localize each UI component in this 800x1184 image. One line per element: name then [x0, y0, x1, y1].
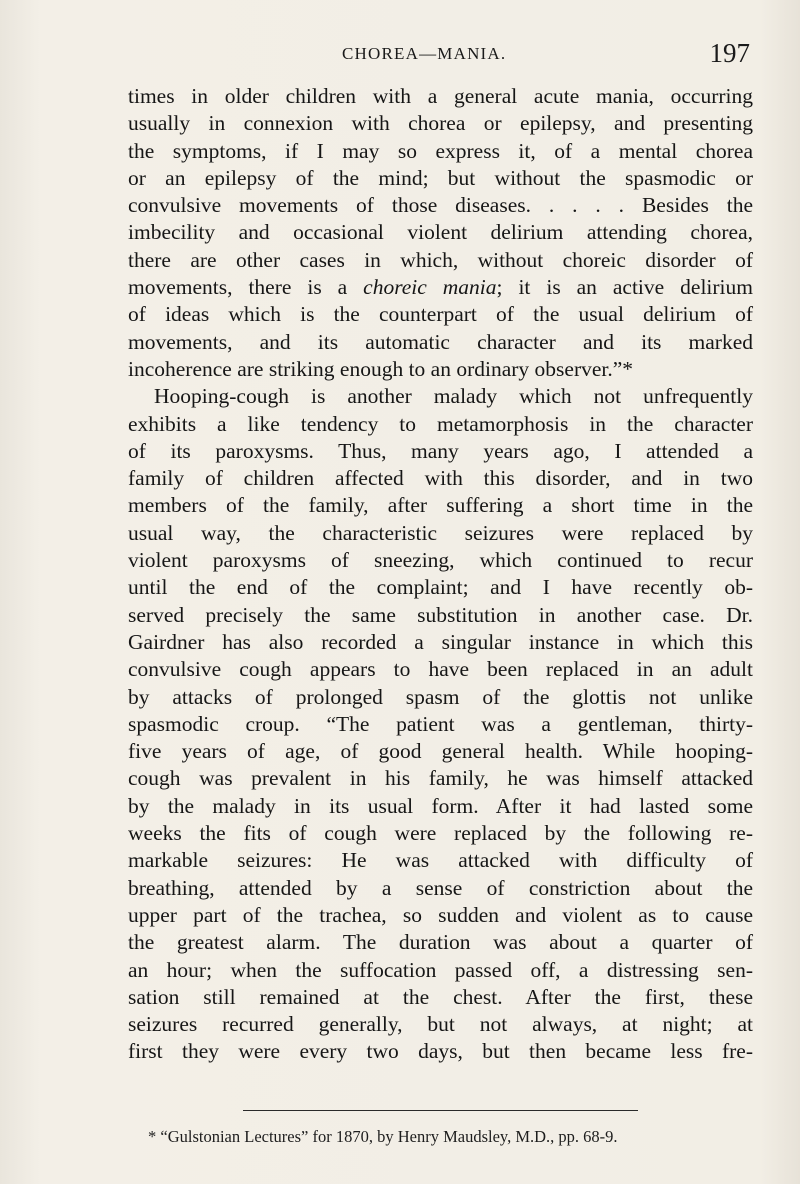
text-line: by attacks of prolonged spasm of the glottis not unlike [128, 684, 753, 709]
text-line [128, 274, 753, 301]
text-line: Hooping-cough is another malady which not unfrequently [154, 384, 753, 409]
text-fragment: ; it is an active delirium [496, 275, 753, 300]
text-line: usual way, the characteristic seizures were replaced by [128, 520, 753, 545]
text-line: first they were every two days, but then became less fre- [128, 1039, 753, 1064]
text-line: movements, and its automatic character and its marked [128, 329, 753, 354]
text-line: of its paroxysms. Thus, many years ago, I attended a [128, 438, 753, 463]
text-line: convulsive cough appears to have been replaced in an adult [128, 657, 753, 682]
page-header [0, 40, 800, 72]
text-line: family of children affected with this disorder, and in two [128, 466, 753, 491]
text-line: times in older children with a general acute mania, occurring [128, 84, 753, 108]
text-line: violent paroxysms of sneezing, which continued to recur [128, 548, 753, 573]
footnote: * “Gulstonian Lectures” for 1870, by Henry Maudsley, M.D., pp. 68-9. [148, 1127, 618, 1146]
text-line: Gairdner has also recorded a singular instance in which this [128, 629, 753, 654]
text-line: usually in connexion with chorea or epilepsy, and presenting [128, 111, 753, 136]
text-line: markable seizures: He was attacked with difficulty of [128, 848, 753, 873]
body-text [128, 83, 753, 1066]
text-fragment: movements, there is a [128, 275, 364, 300]
text-line: spasmodic croup. “The patient was a gentleman, thirty- [128, 711, 753, 736]
text-line: sation still remained at the chest. After the first, these [128, 984, 753, 1009]
text-line: exhibits a like tendency to metamorphosis in the character [128, 411, 753, 436]
text-line: by the malady in its usual form. After it had lasted some [128, 793, 753, 818]
text-line: an hour; when the suffocation passed off, a distressing sen- [128, 957, 753, 982]
text-line: served precisely the same substitution in another case. Dr. [128, 602, 753, 627]
text-line: or an epilepsy of the mind; but without the spasmodic or [128, 165, 753, 190]
text-line: members of the family, after suffering a short time in the [128, 493, 753, 518]
text-line: breathing, attended by a sense of constriction about the [128, 875, 753, 900]
text-line: imbecility and occasional violent delirium attending chorea, [128, 220, 753, 245]
running-title: CHOREA—MANIA. [342, 44, 507, 63]
text-line: of ideas which is the counterpart of the usual delirium of [128, 302, 753, 327]
text-line: the greatest alarm. The duration was about a quarter of [128, 930, 753, 955]
text-line: there are other cases in which, without choreic disorder of [128, 247, 753, 272]
footnote-rule [243, 1110, 638, 1111]
text-line: upper part of the trachea, so sudden and violent as to cause [128, 902, 753, 927]
text-line: incoherence are striking enough to an ordinary observer.”* [128, 356, 634, 381]
text-line: until the end of the complaint; and I have recently ob- [128, 575, 753, 600]
text-line: convulsive movements of those diseases. . . . . Besides the [128, 193, 753, 218]
page-number: 197 [709, 38, 750, 68]
text-line: cough was prevalent in his family, he was himself attacked [128, 766, 753, 791]
text-line: seizures recurred generally, but not always, at night; at [128, 1012, 753, 1037]
text-line: five years of age, of good general health. While hooping- [128, 739, 753, 764]
italic-term: choreic mania [363, 275, 497, 300]
text-line: weeks the fits of cough were replaced by the following re- [128, 821, 753, 846]
text-line: the symptoms, if I may so express it, of a mental chorea [128, 138, 753, 163]
